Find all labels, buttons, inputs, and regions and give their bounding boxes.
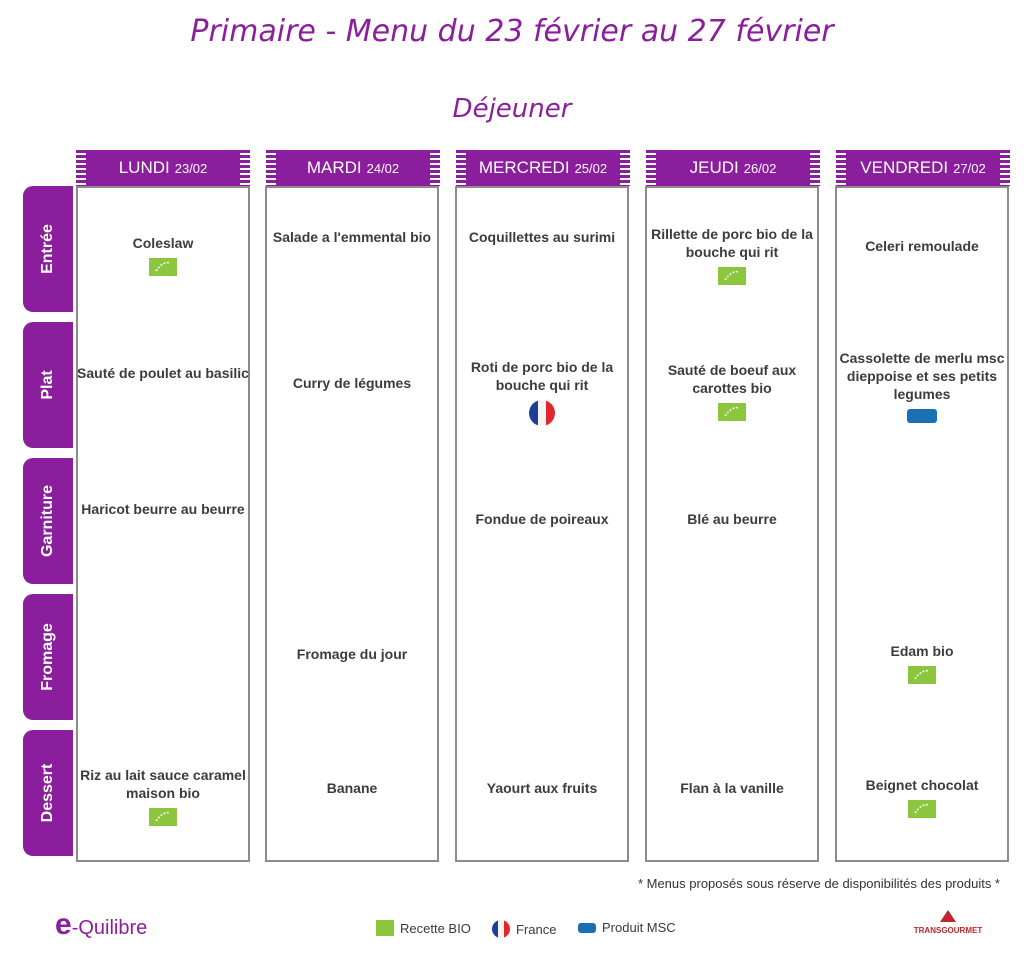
- menu-item: Roti de porc bio de la bouche qui rit: [455, 358, 629, 426]
- menu-item: Flan à la vanille: [680, 780, 784, 796]
- day-header-jeudi: JEUDI 26/02: [654, 150, 812, 186]
- menu-item: Curry de légumes: [292, 375, 412, 391]
- row-tab-garniture: Garniture: [23, 458, 73, 584]
- menu-item: Cassolette de merlu msc dieppoise et ses petits legumes: [835, 349, 1009, 423]
- day-header-vendredi: VENDREDI 27/02: [844, 150, 1002, 186]
- row-tab-plat: Plat: [23, 322, 73, 448]
- msc-icon: [578, 923, 596, 933]
- bio-icon: [376, 920, 394, 936]
- day-column-vendredi: [835, 186, 1009, 862]
- equilibre-logo: e-Quilibre: [55, 908, 148, 941]
- row-tab-entree: Entrée: [23, 186, 73, 312]
- row-tab-dessert: Dessert: [23, 730, 73, 856]
- menu-item: Fondue de poireaux: [475, 511, 609, 527]
- menu-item: Rillette de porc bio de la bouche qui rit: [645, 225, 819, 285]
- bio-icon: [149, 808, 177, 826]
- day-column-lundi: [76, 186, 250, 862]
- transgourmet-logo: TRANSGOURMET: [912, 908, 984, 935]
- menu-item: Blé au beurre: [687, 511, 777, 527]
- day-header-lundi: LUNDI 23/02: [84, 150, 242, 186]
- day-column-mardi: [265, 186, 439, 862]
- msc-icon: [907, 409, 937, 423]
- transgourmet-icon: [937, 908, 959, 924]
- legend-msc: Produit MSC: [578, 920, 676, 935]
- bio-icon: [908, 666, 936, 684]
- menu-item: Salade a l'emmental bio: [272, 229, 432, 245]
- menu-item: Coquillettes au surimi: [468, 229, 616, 245]
- day-header-mercredi: MERCREDI 25/02: [464, 150, 622, 186]
- menu-item: Riz au lait sauce caramel maison bio: [76, 766, 250, 826]
- menu-item: Coleslaw: [76, 234, 250, 276]
- legend-france: France: [492, 920, 556, 938]
- france-flag-icon: [529, 400, 555, 426]
- menu-item: Yaourt aux fruits: [486, 780, 598, 796]
- bio-icon: [718, 267, 746, 285]
- menu-item: Haricot beurre au beurre: [81, 501, 245, 517]
- menu-item: Sauté de poulet au basilic: [77, 365, 249, 381]
- menu-item: Fromage du jour: [296, 646, 408, 662]
- page-title: Primaire - Menu du 23 février au 27 février: [190, 14, 834, 49]
- row-tab-fromage: Fromage: [23, 594, 73, 720]
- menu-item: Celeri remoulade: [865, 238, 979, 254]
- menu-item: Edam bio: [835, 642, 1009, 684]
- bio-icon: [718, 403, 746, 421]
- day-header-mardi: MARDI 24/02: [274, 150, 432, 186]
- menu-item: Beignet chocolat: [835, 776, 1009, 818]
- menu-item: Banane: [326, 780, 378, 796]
- menu-item: Sauté de boeuf aux carottes bio: [645, 361, 819, 421]
- footnote: * Menus proposés sous réserve de disponibilités des produits *: [637, 876, 1000, 891]
- legend-bio: Recette BIO: [376, 920, 471, 936]
- bio-icon: [908, 800, 936, 818]
- meal-subtitle: Déjeuner: [452, 94, 572, 124]
- france-flag-icon: [492, 920, 510, 938]
- bio-icon: [149, 258, 177, 276]
